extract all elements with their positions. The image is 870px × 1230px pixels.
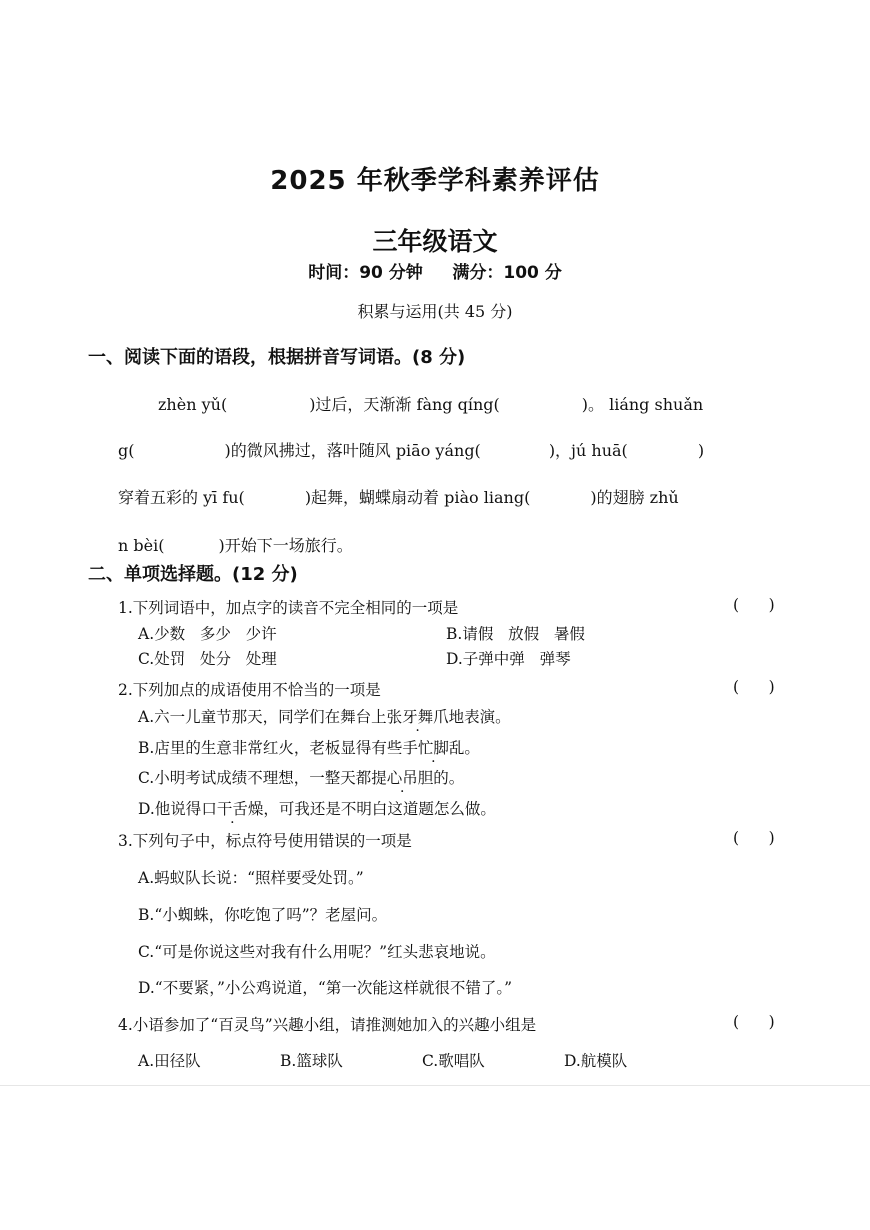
option-text: B.店里的生意非常红火，老板显得有些 xyxy=(138,739,403,757)
section-header: 积累与运用(共 45 分) xyxy=(357,302,513,321)
idiom-text: 张牙舞爪 xyxy=(386,708,449,726)
part2-heading: 二、单项选择题。(12 分) xyxy=(88,564,298,585)
pinyin-line-4 xyxy=(118,533,353,556)
q1-answer-paren[interactable]: ( ) xyxy=(733,596,775,614)
q1-option-d[interactable]: D.子弹中弹 弹琴 xyxy=(446,650,571,668)
q1-stem: 1.下列词语中，加点字的读音不完全相同的一项是 xyxy=(118,599,459,617)
time-info: 时间：90 分钟 满分：100 分 xyxy=(308,263,562,283)
option-text: A.六一儿童节那天，同学们在舞台上 xyxy=(138,708,387,726)
exam-title: 2025 年秋季学科素养评估 xyxy=(270,166,600,196)
q2-answer-paren[interactable]: ( ) xyxy=(733,678,775,696)
q3-option-b[interactable]: B.“小蜘蛛，你吃饱了吗”？老屋问。 xyxy=(138,906,388,924)
q3-answer-paren[interactable]: ( ) xyxy=(733,829,775,847)
q3-option-d[interactable]: D.“不要紧，”小公鸡说道，“第一次能这样就很不错了。” xyxy=(138,979,512,997)
pinyin-text: zhèn yǔ( xyxy=(158,395,228,414)
q2-option-b[interactable] xyxy=(138,736,480,758)
pinyin-text: )开始下一场旅行。 xyxy=(218,536,353,555)
q1-option-a[interactable]: A.少数 多少 少许 xyxy=(138,625,277,643)
pinyin-text: g( xyxy=(118,441,135,460)
q2-option-a[interactable] xyxy=(138,705,511,727)
q2-option-c[interactable] xyxy=(138,766,464,788)
option-text: 的。 xyxy=(433,769,465,787)
pinyin-line-2 xyxy=(118,438,704,461)
q3-option-a[interactable]: A.蚂蚁队长说：“照样要受处罚。” xyxy=(138,869,364,887)
idiom-text: 提心吊胆 xyxy=(371,769,434,787)
page-bottom-divider xyxy=(0,1085,870,1086)
pinyin-text: )的微风拂过，落叶随风 piāo yáng( xyxy=(224,441,481,460)
q3-stem: 3.下列句子中，标点符号使用错误的一项是 xyxy=(118,832,412,850)
idiom-text: 口干舌燥 xyxy=(201,800,264,818)
q1-option-b[interactable]: B.请假 放假 暑假 xyxy=(446,625,585,643)
pinyin-text: )，jú huā( xyxy=(548,441,628,460)
q2-stem: 2.下列加点的成语使用不恰当的一项是 xyxy=(118,681,381,699)
q3-option-c[interactable]: C.“可是你说这些对我有什么用呢？”红头悲哀地说。 xyxy=(138,943,496,961)
idiom-text: 手忙脚乱 xyxy=(402,739,465,757)
q4-option-a[interactable]: A.田径队 xyxy=(138,1052,201,1070)
pinyin-text: )的翅膀 zhǔ xyxy=(590,488,679,507)
q2-option-d[interactable] xyxy=(138,797,496,819)
option-text: 。 xyxy=(464,739,480,757)
pinyin-text: n bèi( xyxy=(118,536,165,555)
option-text: ，可我还是不明白这道题怎么做。 xyxy=(263,800,496,818)
subject-title: 三年级语文 xyxy=(372,227,498,256)
option-text: 地表演。 xyxy=(448,708,511,726)
option-text: C.小明考试成绩不理想，一整天都 xyxy=(138,769,372,787)
option-text: D.他说得 xyxy=(138,800,202,818)
q4-answer-paren[interactable]: ( ) xyxy=(733,1013,775,1031)
pinyin-text: )。 liáng shuǎn xyxy=(581,395,704,414)
pinyin-text: 穿着五彩的 yī fu( xyxy=(118,488,245,507)
pinyin-text: ) xyxy=(697,441,705,460)
q1-option-c[interactable]: C.处罚 处分 处理 xyxy=(138,650,277,668)
q4-option-c[interactable]: C.歌唱队 xyxy=(422,1052,485,1070)
pinyin-text: )过后，天渐渐 fàng qíng( xyxy=(309,395,500,414)
pinyin-line-3 xyxy=(118,485,679,508)
q4-option-b[interactable]: B.篮球队 xyxy=(280,1052,343,1070)
pinyin-text: )起舞，蝴蝶扇动着 piào liang( xyxy=(304,488,531,507)
pinyin-line-1 xyxy=(158,392,703,415)
q4-option-d[interactable]: D.航模队 xyxy=(564,1052,628,1070)
q4-stem: 4.小语参加了“百灵鸟”兴趣小组，请推测她加入的兴趣小组是 xyxy=(118,1016,537,1034)
part1-heading: 一、阅读下面的语段，根据拼音写词语。(8 分) xyxy=(88,347,466,368)
